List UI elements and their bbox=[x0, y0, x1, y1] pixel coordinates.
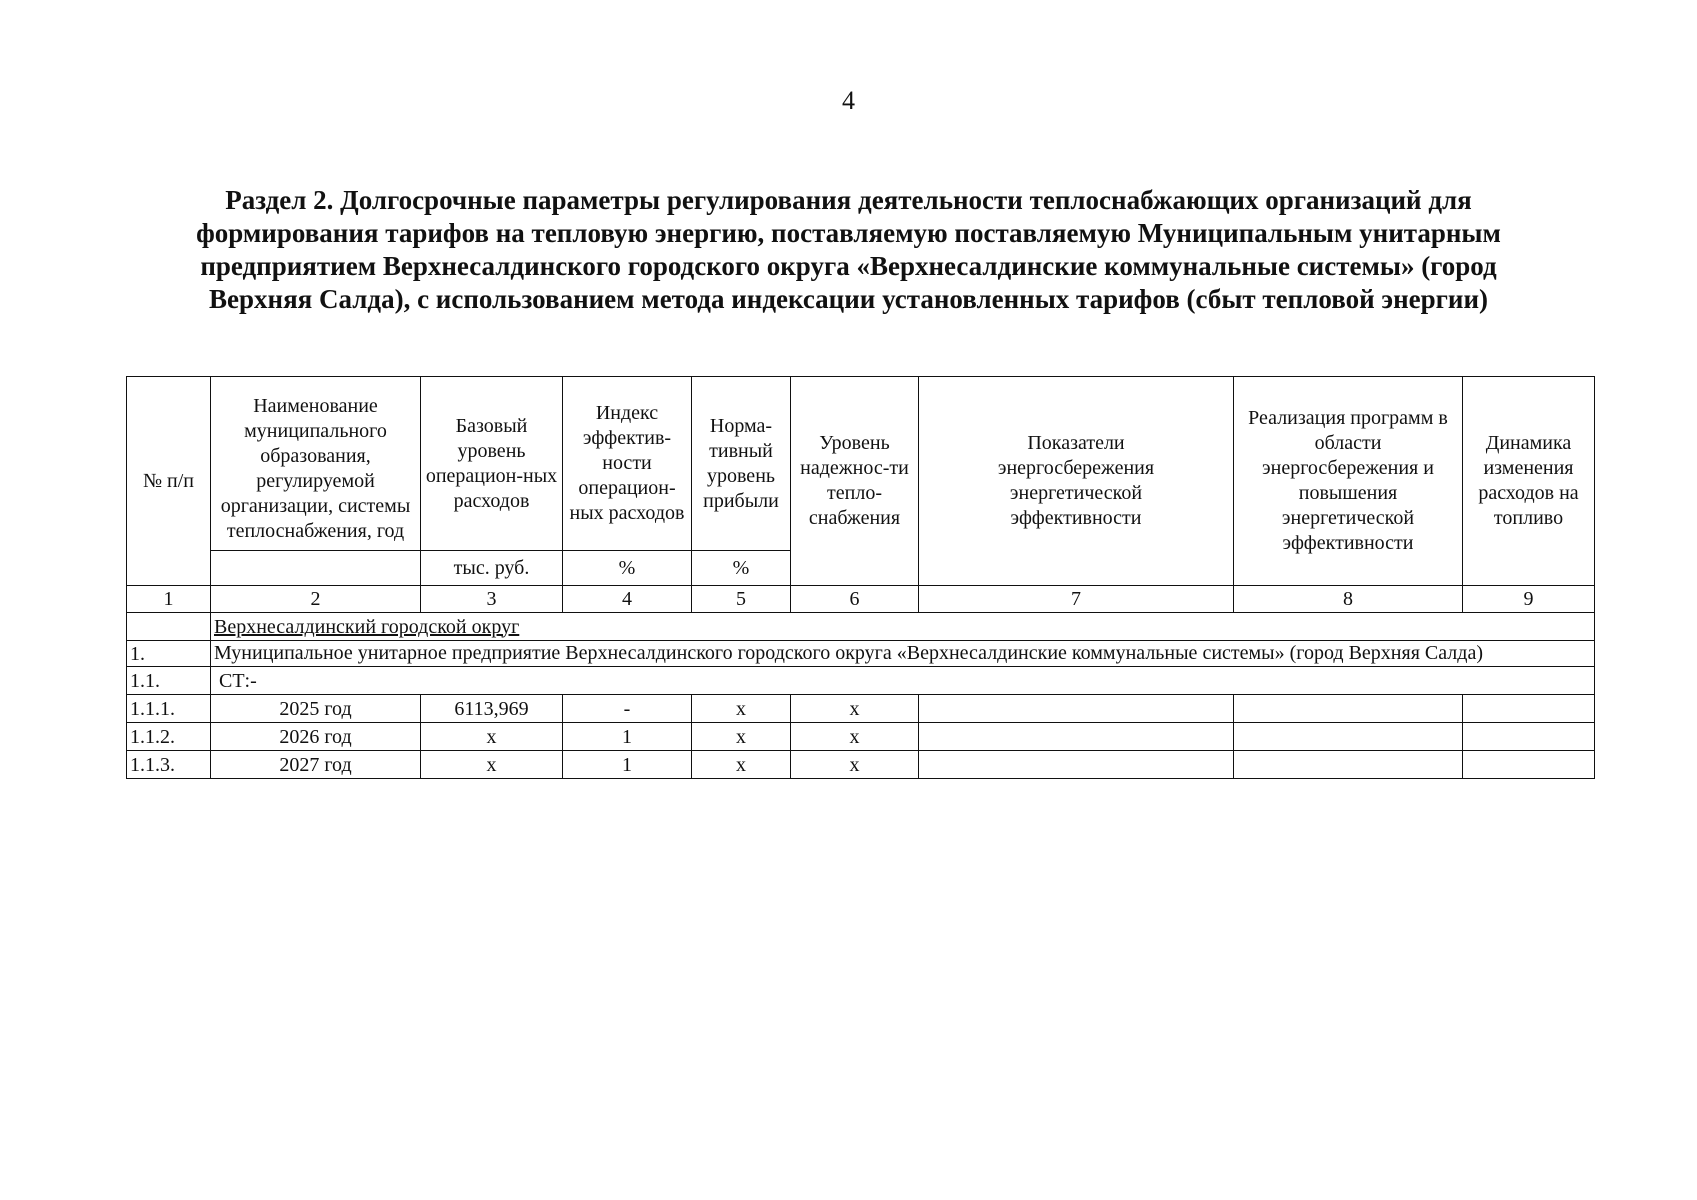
row-energy-saving bbox=[919, 751, 1234, 779]
column-number: 8 bbox=[1234, 586, 1463, 613]
header-name: Наименование муниципального образования, регулируемой организации, системы теплоснабжения, год bbox=[211, 377, 421, 551]
column-number: 9 bbox=[1463, 586, 1595, 613]
table-row bbox=[127, 723, 1595, 751]
column-number: 1 bbox=[127, 586, 211, 613]
row-programs bbox=[1234, 695, 1463, 723]
row-num: 1.1.3. bbox=[127, 751, 211, 779]
row-fuel-dynamics bbox=[1463, 751, 1595, 779]
header-row bbox=[127, 377, 1595, 551]
system-num: 1.1. bbox=[127, 667, 211, 695]
header-energy-saving: Показатели энергосбережения энергетической эффективности bbox=[919, 377, 1234, 586]
row-efficiency-index: - bbox=[563, 695, 692, 723]
column-number: 2 bbox=[211, 586, 421, 613]
row-base-opex: х bbox=[421, 751, 563, 779]
row-base-opex: 6113,969 bbox=[421, 695, 563, 723]
row-reliability: х bbox=[791, 695, 919, 723]
row-base-opex: х bbox=[421, 723, 563, 751]
row-programs bbox=[1234, 723, 1463, 751]
header-base-opex: Базовый уровень операцион-ных расходов bbox=[421, 377, 563, 551]
row-efficiency-index: 1 bbox=[563, 751, 692, 779]
column-number: 7 bbox=[919, 586, 1234, 613]
row-normative-profit: х bbox=[692, 695, 791, 723]
parameters-table bbox=[126, 376, 1595, 779]
region-num-blank bbox=[127, 613, 211, 641]
row-num: 1.1.1. bbox=[127, 695, 211, 723]
header-efficiency-index: Индекс эффектив-ности операцион-ных расходов bbox=[563, 377, 692, 551]
header-fuel-dynamics: Динамика изменения расходов на топливо bbox=[1463, 377, 1595, 586]
column-number: 4 bbox=[563, 586, 692, 613]
units-base-opex: тыс. руб. bbox=[421, 551, 563, 586]
organization-name: Муниципальное унитарное предприятие Верхнесалдинского городского округа «Верхнесалдинские коммунальные системы» (город Верхняя Салда) bbox=[211, 641, 1595, 667]
row-normative-profit: х bbox=[692, 751, 791, 779]
column-number: 5 bbox=[692, 586, 791, 613]
row-energy-saving bbox=[919, 723, 1234, 751]
row-year: 2026 год bbox=[211, 723, 421, 751]
system-name: СТ:- bbox=[211, 667, 1595, 695]
system-row bbox=[127, 667, 1595, 695]
row-fuel-dynamics bbox=[1463, 723, 1595, 751]
region-name: Верхнесалдинский городской округ bbox=[211, 613, 1595, 641]
row-efficiency-index: 1 bbox=[563, 723, 692, 751]
units-normative-profit: % bbox=[692, 551, 791, 586]
page-number: 4 bbox=[842, 86, 855, 115]
row-programs bbox=[1234, 751, 1463, 779]
row-fuel-dynamics bbox=[1463, 695, 1595, 723]
region-row bbox=[127, 613, 1595, 641]
row-year: 2025 год bbox=[211, 695, 421, 723]
header-programs: Реализация программ в области энергосбережения и повышения энергетической эффективности bbox=[1234, 377, 1463, 586]
header-num: № п/п bbox=[127, 377, 211, 586]
header-normative-profit: Норма-тивный уровень прибыли bbox=[692, 377, 791, 551]
section-title: Раздел 2. Долгосрочные параметры регулирования деятельности теплоснабжающих организаций для формирования тарифов на тепловую энергию, поставляемую поставляемую Муниципальным унитарным предприятием Верхнесалдинского городского округа «Верхнесалдинские коммунальные системы» (город Верхняя Салда), с использованием метода индексации установленных тарифов (сбыт тепловой энергии) bbox=[196, 185, 1501, 314]
table-row bbox=[127, 751, 1595, 779]
units-efficiency-index: % bbox=[563, 551, 692, 586]
row-reliability: х bbox=[791, 723, 919, 751]
organization-num: 1. bbox=[127, 641, 211, 667]
table-row bbox=[127, 695, 1595, 723]
row-year: 2027 год bbox=[211, 751, 421, 779]
column-number: 6 bbox=[791, 586, 919, 613]
row-normative-profit: х bbox=[692, 723, 791, 751]
row-reliability: х bbox=[791, 751, 919, 779]
units-name-blank bbox=[211, 551, 421, 586]
column-number: 3 bbox=[421, 586, 563, 613]
header-reliability: Уровень надежнос-ти тепло-снабжения bbox=[791, 377, 919, 586]
row-num: 1.1.2. bbox=[127, 723, 211, 751]
organization-row bbox=[127, 641, 1595, 667]
row-energy-saving bbox=[919, 695, 1234, 723]
column-number-row bbox=[127, 586, 1595, 613]
